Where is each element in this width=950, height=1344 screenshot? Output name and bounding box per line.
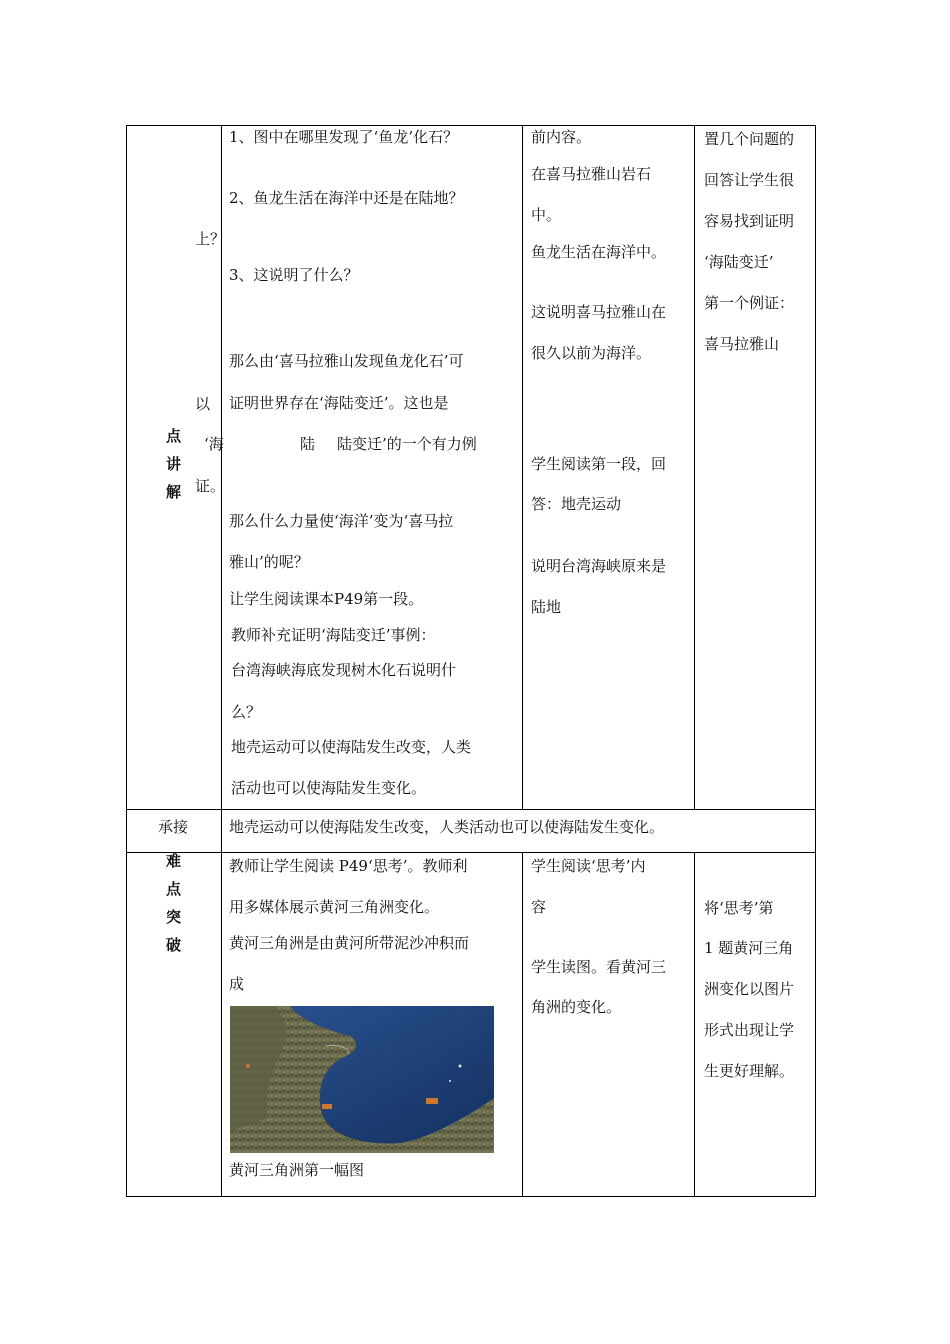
student-text: 中。 xyxy=(531,206,562,224)
col-divider-student-3 xyxy=(694,852,695,1197)
student-text: 学生阅读‘思考’内 xyxy=(531,857,646,875)
intent-text: 回答让学生很 xyxy=(704,171,795,189)
intent-text: 洲变化以图片 xyxy=(704,980,795,998)
overflow-text-top: 上？ xyxy=(195,230,226,248)
section3-label-char: 点 xyxy=(166,880,182,898)
teacher-text: 黄河三角洲是由黄河所带泥沙冲积而 xyxy=(229,934,470,952)
section2-label: 承接 xyxy=(158,818,189,836)
table-bottom-border xyxy=(126,1196,816,1197)
intent-text: 形式出现让学 xyxy=(704,1021,795,1039)
intent-text: 生更好理解。 xyxy=(704,1062,795,1080)
teacher-text: 成 xyxy=(229,975,245,993)
section3-label-char: 破 xyxy=(166,936,182,954)
overflow-text-yi: 以 xyxy=(195,395,211,413)
student-text: 说明台湾海峡原来是 xyxy=(531,557,667,575)
teacher-text: 让学生阅读课本P49第一段。 xyxy=(229,590,424,608)
teacher-text: 台湾海峡海底发现树木化石说明什 xyxy=(231,661,457,679)
student-text: 答：地壳运动 xyxy=(531,495,622,513)
col-divider-teacher xyxy=(522,125,523,810)
student-text: 很久以前为海洋。 xyxy=(531,344,652,362)
student-text: 容 xyxy=(531,898,547,916)
teacher-text: 地壳运动可以使海陆发生改变，人类 xyxy=(231,738,472,756)
student-text: 在喜马拉雅山岩石 xyxy=(531,165,652,183)
section3-label-char: 突 xyxy=(166,908,182,926)
intent-text: 置几个问题的 xyxy=(704,130,795,148)
intent-text: ‘海陆变迁’ xyxy=(704,253,774,271)
table-right-border xyxy=(815,125,816,1197)
row-divider-1 xyxy=(126,809,816,810)
table-top-border xyxy=(126,125,816,126)
teacher-text: 活动也可以使海陆发生变化。 xyxy=(231,779,427,797)
teacher-text: 陆 xyxy=(300,435,316,453)
section2-content: 地壳运动可以使海陆发生改变，人类活动也可以使海陆发生变化。 xyxy=(229,818,665,836)
overflow-text-hai: ‘海 xyxy=(204,435,224,453)
col-divider-label xyxy=(221,125,222,1197)
intent-text: 喜马拉雅山 xyxy=(704,335,780,353)
teacher-text: 教师让学生阅读 P49‘思考’。教师利 xyxy=(229,857,468,875)
intent-text: 容易找到证明 xyxy=(704,212,795,230)
question-1: 1、图中在哪里发现了‘鱼龙’化石？ xyxy=(229,128,459,146)
intent-text: 将‘思考’第 xyxy=(704,899,774,917)
col-divider-student xyxy=(694,125,695,810)
yellow-river-delta-satellite-image xyxy=(230,1006,494,1153)
teacher-text: 教师补充证明‘海陆变迁’事例： xyxy=(231,626,436,644)
student-text: 鱼龙生活在海洋中。 xyxy=(531,243,667,261)
section1-label-char: 讲 xyxy=(166,455,182,473)
student-text: 学生读图。看黄河三 xyxy=(531,958,667,976)
student-text: 前内容。 xyxy=(531,128,592,146)
student-text: 这说明喜马拉雅山在 xyxy=(531,303,667,321)
teacher-text: 用多媒体展示黄河三角洲变化。 xyxy=(229,898,440,916)
intent-text: 第一个例证： xyxy=(704,294,795,312)
row-divider-2 xyxy=(126,852,816,853)
section1-label-char: 解 xyxy=(166,483,182,501)
question-2: 2、鱼龙生活在海洋中还是在陆地？ xyxy=(229,189,464,207)
teacher-text: 雅山’的呢？ xyxy=(229,553,309,571)
teacher-text: 证明世界存在‘海陆变迁’。这也是 xyxy=(229,394,449,412)
section1-label-char: 点 xyxy=(166,427,182,445)
student-text: 学生阅读第一段，回 xyxy=(531,455,667,473)
table-left-border xyxy=(126,125,127,1197)
section3-label-char: 难 xyxy=(166,852,182,870)
teacher-text: 那么什么力量使‘海洋’变为‘喜马拉 xyxy=(229,512,454,530)
teacher-text: 那么由‘喜马拉雅山发现鱼龙化石’可 xyxy=(229,352,464,370)
intent-text: 1 题黄河三角 xyxy=(704,939,794,957)
student-text: 陆地 xyxy=(531,598,562,616)
teacher-text: 陆变迁’的一个有力例 xyxy=(337,435,477,453)
student-text: 角洲的变化。 xyxy=(531,998,622,1016)
col-divider-teacher-3 xyxy=(522,852,523,1197)
overflow-text-zheng: 证。 xyxy=(195,477,226,495)
teacher-text: 么？ xyxy=(231,703,262,721)
image-caption: 黄河三角洲第一幅图 xyxy=(229,1161,365,1179)
question-3: 3、这说明了什么？ xyxy=(229,266,359,284)
